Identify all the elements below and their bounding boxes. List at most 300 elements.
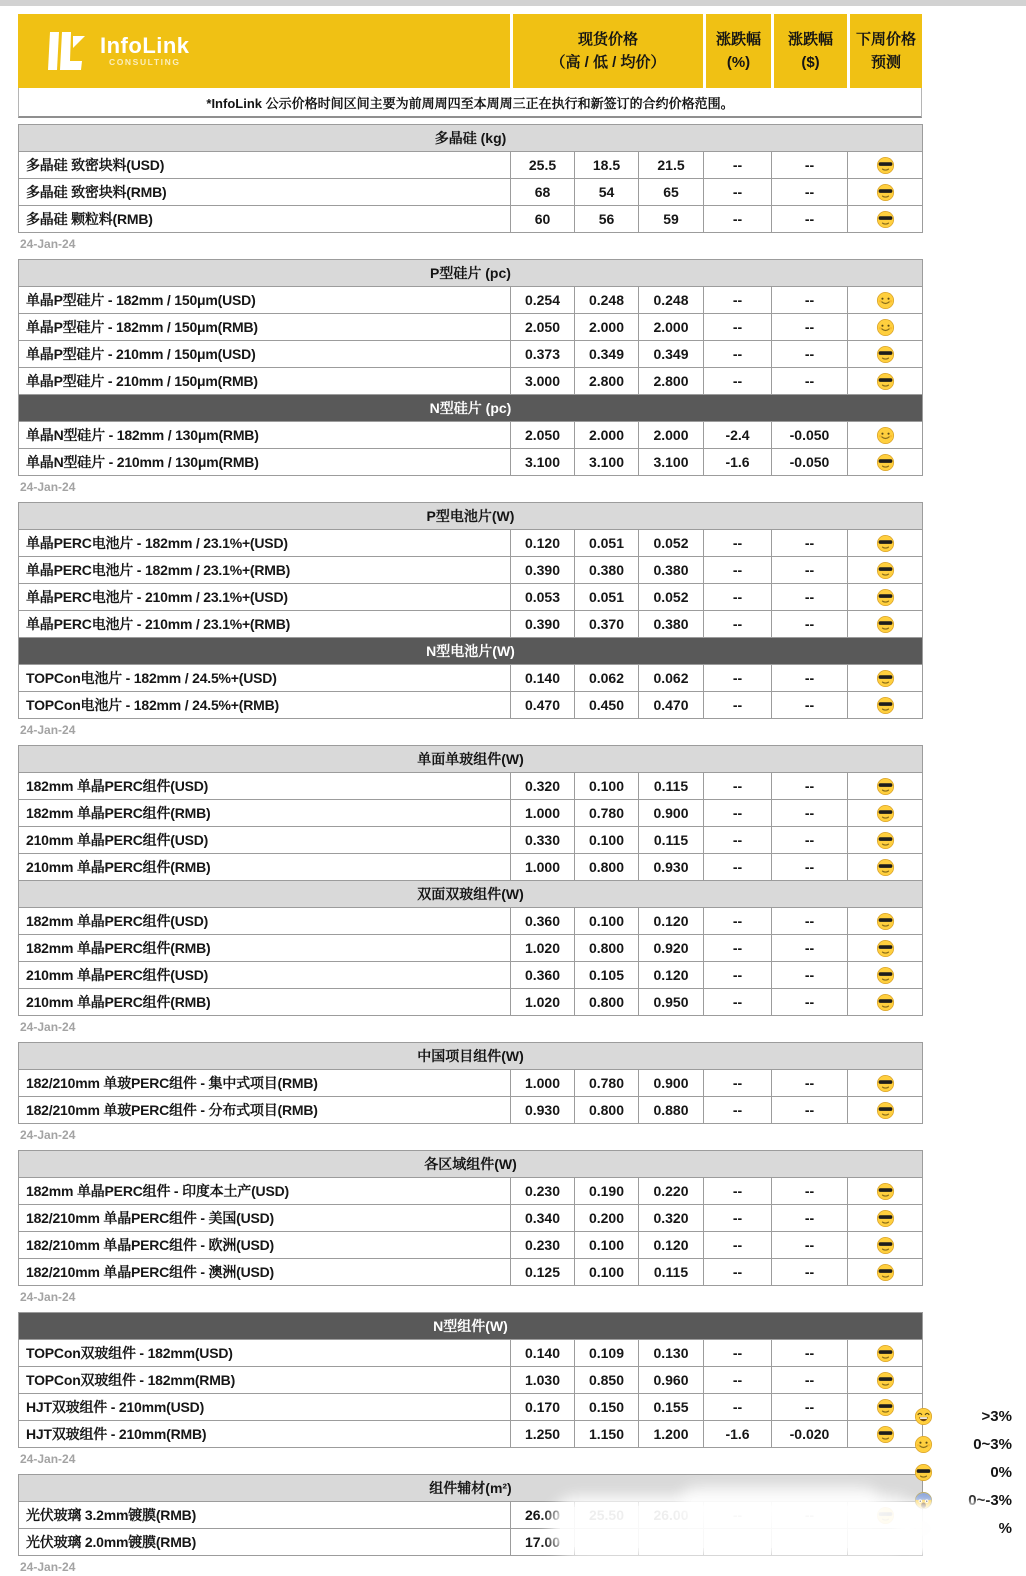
- table-row: [19, 179, 923, 206]
- smile-face-icon: [848, 422, 923, 449]
- sunglasses-face-icon: [848, 611, 923, 638]
- legend-item: [908, 1458, 1020, 1486]
- change-pct-cell: --: [704, 557, 772, 584]
- sunglasses-face-icon: [848, 665, 923, 692]
- price-high-cell: 3.100: [511, 449, 575, 476]
- change-pct-cell: --: [704, 1340, 772, 1367]
- product-label: 210mm 单晶PERC组件(USD): [19, 827, 511, 854]
- forecast-sub: 预测: [870, 54, 901, 71]
- price-high-cell: 0.170: [511, 1394, 575, 1421]
- legend-label: 0~-3%: [968, 1491, 1012, 1509]
- price-high-cell: 0.390: [511, 557, 575, 584]
- price-table: [18, 124, 923, 233]
- change-pct-cell: --: [704, 773, 772, 800]
- header-brand-cell: [18, 14, 510, 88]
- table-row: [19, 1205, 923, 1232]
- table-row: [19, 449, 923, 476]
- table-row: [19, 287, 923, 314]
- change-usd-cell: -0.050: [772, 422, 848, 449]
- price-low-cell: 0.105: [575, 962, 639, 989]
- sunglasses-face-icon: [848, 935, 923, 962]
- table-row: [19, 368, 923, 395]
- price-avg-cell: 0.052: [639, 530, 704, 557]
- table-row: [19, 962, 923, 989]
- change-pct-cell: --: [704, 530, 772, 557]
- sunglasses-face-icon: [848, 854, 923, 881]
- change-usd-cell: --: [772, 611, 848, 638]
- price-low-cell: 0.100: [575, 1232, 639, 1259]
- change-usd-cell: --: [772, 584, 848, 611]
- table-row: [19, 1394, 923, 1421]
- legend-item: [908, 1402, 1020, 1430]
- change-usd-cell: --: [772, 1070, 848, 1097]
- table-row: [19, 422, 923, 449]
- price-avg-cell: 0.115: [639, 1259, 704, 1286]
- price-high-cell: 0.360: [511, 962, 575, 989]
- change-pct-cell: -1.6: [704, 449, 772, 476]
- brand-name: InfoLink: [100, 33, 190, 59]
- top-strip: [0, 0, 1026, 6]
- smile-face-icon: [848, 314, 923, 341]
- table-row: [19, 1340, 923, 1367]
- change-pct-cell: --: [704, 611, 772, 638]
- change-pct-cell: --: [704, 1205, 772, 1232]
- table-header: [18, 14, 922, 88]
- product-label: 光伏玻璃 2.0mm镀膜(RMB): [19, 1529, 511, 1556]
- header-forecast: [847, 14, 922, 88]
- table-row: [19, 530, 923, 557]
- change-usd-cell: --: [772, 314, 848, 341]
- change-pct-cell: --: [704, 908, 772, 935]
- change-pct-cell: --: [704, 314, 772, 341]
- price-high-cell: 1.000: [511, 800, 575, 827]
- table-row: [19, 1232, 923, 1259]
- price-high-cell: 1.030: [511, 1367, 575, 1394]
- price-avg-cell: 0.120: [639, 1232, 704, 1259]
- price-group: [18, 1312, 922, 1468]
- sunglasses-face-icon: [848, 692, 923, 719]
- price-avg-cell: 0.320: [639, 1205, 704, 1232]
- product-label: 182mm 单晶PERC组件 - 印度本土产(USD): [19, 1178, 511, 1205]
- product-label: 182mm 单晶PERC组件(RMB): [19, 935, 511, 962]
- table-row: [19, 314, 923, 341]
- sunglasses-face-icon: [908, 1463, 938, 1482]
- price-low-cell: 0.450: [575, 692, 639, 719]
- change-pct-cell: --: [704, 1178, 772, 1205]
- price-low-cell: 0.200: [575, 1205, 639, 1232]
- change-pct-cell: --: [704, 800, 772, 827]
- price-group: [18, 259, 922, 496]
- price-low-cell: 0.100: [575, 773, 639, 800]
- price-low-cell: 18.5: [575, 152, 639, 179]
- change-pct-cell: -1.6: [704, 1421, 772, 1448]
- smudge-overlay: [905, 1510, 983, 1548]
- price-avg-cell: 0.930: [639, 854, 704, 881]
- product-label: 单晶PERC电池片 - 210mm / 23.1%+(USD): [19, 584, 511, 611]
- section-header: P型电池片(W): [19, 503, 923, 530]
- change-pct-cell: --: [704, 287, 772, 314]
- price-avg-cell: 0.120: [639, 962, 704, 989]
- table-row: [19, 152, 923, 179]
- price-table: [18, 745, 923, 1016]
- legend-label: %: [998, 1519, 1012, 1537]
- price-table: [18, 259, 923, 476]
- change-usd-cell: -0.020: [772, 1421, 848, 1448]
- price-high-cell: 1.000: [511, 1070, 575, 1097]
- product-label: 多晶硅 致密块料(RMB): [19, 179, 511, 206]
- price-avg-cell: 0.880: [639, 1097, 704, 1124]
- price-high-cell: 0.470: [511, 692, 575, 719]
- price-low-cell: 0.800: [575, 854, 639, 881]
- price-avg-cell: 0.470: [639, 692, 704, 719]
- sunglasses-face-icon: [848, 368, 923, 395]
- price-high-cell: 1.250: [511, 1421, 575, 1448]
- price-avg-cell: 0.120: [639, 908, 704, 935]
- table-row: [19, 692, 923, 719]
- price-high-cell: 0.254: [511, 287, 575, 314]
- price-table: [18, 502, 923, 719]
- table-row: [19, 1367, 923, 1394]
- price-high-cell: 0.330: [511, 827, 575, 854]
- change-pct-cell: --: [704, 368, 772, 395]
- price-avg-cell: 0.062: [639, 665, 704, 692]
- price-low-cell: 0.370: [575, 611, 639, 638]
- product-label: 210mm 单晶PERC组件(USD): [19, 962, 511, 989]
- price-avg-cell: 0.155: [639, 1394, 704, 1421]
- date-label: 24-Jan-24: [20, 237, 76, 251]
- change-usd-cell: --: [772, 665, 848, 692]
- price-avg-cell: 2.000: [639, 422, 704, 449]
- table-row: [19, 854, 923, 881]
- legend-label: 0~3%: [973, 1435, 1012, 1453]
- table-row: [19, 827, 923, 854]
- product-label: TOPCon电池片 - 182mm / 24.5%+(RMB): [19, 692, 511, 719]
- price-high-cell: 0.140: [511, 665, 575, 692]
- price-table: [18, 1150, 923, 1286]
- change-pct-cell: --: [704, 692, 772, 719]
- change-pct-unit: (%): [726, 54, 751, 71]
- table-row: [19, 800, 923, 827]
- change-pct-cell: --: [704, 854, 772, 881]
- section-header: 双面双玻组件(W): [19, 881, 923, 908]
- price-high-cell: 68: [511, 179, 575, 206]
- product-label: 单晶P型硅片 - 210mm / 150μm(RMB): [19, 368, 511, 395]
- change-pct-cell: --: [704, 584, 772, 611]
- product-label: 光伏玻璃 3.2mm镀膜(RMB): [19, 1502, 511, 1529]
- price-avg-cell: 0.115: [639, 827, 704, 854]
- change-pct-cell: --: [704, 1070, 772, 1097]
- product-label: 182mm 单晶PERC组件(USD): [19, 908, 511, 935]
- table-row: [19, 665, 923, 692]
- date-label: 24-Jan-24: [20, 1452, 76, 1466]
- price-low-cell: 3.100: [575, 449, 639, 476]
- brand-subtitle: CONSULTING: [108, 57, 181, 68]
- section-header: 中国项目组件(W): [19, 1043, 923, 1070]
- price-avg-cell: 0.248: [639, 287, 704, 314]
- date-label: 24-Jan-24: [20, 1560, 76, 1574]
- price-group: [18, 124, 922, 253]
- product-label: TOPCon双玻组件 - 182mm(USD): [19, 1340, 511, 1367]
- infolink-logo-icon: [44, 28, 90, 74]
- product-label: 单晶N型硅片 - 182mm / 130μm(RMB): [19, 422, 511, 449]
- price-high-cell: 0.125: [511, 1259, 575, 1286]
- price-avg-cell: 2.000: [639, 314, 704, 341]
- groups: [18, 124, 922, 1576]
- change-usd-cell: --: [772, 962, 848, 989]
- header-change-pct: [703, 14, 771, 88]
- sunglasses-face-icon: [848, 827, 923, 854]
- table-row: [19, 1421, 923, 1448]
- change-usd-cell: --: [772, 773, 848, 800]
- section-header: N型组件(W): [19, 1313, 923, 1340]
- product-label: 单晶PERC电池片 - 210mm / 23.1%+(RMB): [19, 611, 511, 638]
- price-low-cell: 2.000: [575, 422, 639, 449]
- product-label: 单晶N型硅片 - 210mm / 130μm(RMB): [19, 449, 511, 476]
- product-label: 单晶PERC电池片 - 182mm / 23.1%+(USD): [19, 530, 511, 557]
- change-usd-cell: --: [772, 1097, 848, 1124]
- price-avg-cell: 3.100: [639, 449, 704, 476]
- product-label: 182/210mm 单晶PERC组件 - 美国(USD): [19, 1205, 511, 1232]
- price-group: [18, 502, 922, 739]
- table-row: [19, 341, 923, 368]
- product-label: 单晶P型硅片 - 182mm / 150μm(RMB): [19, 314, 511, 341]
- change-usd-cell: --: [772, 1178, 848, 1205]
- change-usd-cell: --: [772, 1394, 848, 1421]
- price-low-cell: 0.800: [575, 989, 639, 1016]
- price-low-cell: 0.109: [575, 1340, 639, 1367]
- price-group: [18, 1042, 922, 1144]
- price-high-cell: 26.00: [511, 1502, 575, 1529]
- section-header: 单面单玻组件(W): [19, 746, 923, 773]
- product-label: 182/210mm 单玻PERC组件 - 分布式项目(RMB): [19, 1097, 511, 1124]
- scream-face-icon: [908, 1491, 938, 1510]
- change-usd-cell: --: [772, 1367, 848, 1394]
- product-label: 182/210mm 单玻PERC组件 - 集中式项目(RMB): [19, 1070, 511, 1097]
- change-usd-cell: --: [772, 530, 848, 557]
- price-high-cell: 0.120: [511, 530, 575, 557]
- product-label: TOPCon双玻组件 - 182mm(RMB): [19, 1367, 511, 1394]
- price-high-cell: 1.020: [511, 935, 575, 962]
- change-usd-title: 涨跌幅: [787, 30, 833, 48]
- sunglasses-face-icon: [848, 557, 923, 584]
- change-usd-cell: --: [772, 1232, 848, 1259]
- product-label: 182mm 单晶PERC组件(RMB): [19, 800, 511, 827]
- price-avg-cell: 0.130: [639, 1340, 704, 1367]
- change-usd-cell: --: [772, 800, 848, 827]
- header-change-usd: [771, 14, 847, 88]
- date-label: 24-Jan-24: [20, 1128, 76, 1142]
- spot-price-sub: （高 / 低 / 均价）: [550, 54, 666, 71]
- price-low-cell: 0.100: [575, 1259, 639, 1286]
- change-pct-cell: --: [704, 935, 772, 962]
- sunglasses-face-icon: [848, 1070, 923, 1097]
- price-low-cell: 2.000: [575, 314, 639, 341]
- price-high-cell: 0.340: [511, 1205, 575, 1232]
- change-pct-cell: --: [704, 1259, 772, 1286]
- change-usd-cell: --: [772, 1340, 848, 1367]
- price-note: *InfoLink 公示价格时间区间主要为前周周四至本周周三正在执行和新签订的合约价格范围。: [18, 88, 922, 118]
- change-usd-cell: --: [772, 827, 848, 854]
- change-pct-cell: --: [704, 1232, 772, 1259]
- change-pct-cell: --: [704, 827, 772, 854]
- price-low-cell: 0.190: [575, 1178, 639, 1205]
- change-usd-cell: --: [772, 935, 848, 962]
- price-high-cell: 1.000: [511, 854, 575, 881]
- product-label: 单晶P型硅片 - 182mm / 150μm(USD): [19, 287, 511, 314]
- price-high-cell: 0.140: [511, 1340, 575, 1367]
- table-row: [19, 773, 923, 800]
- change-usd-cell: -0.050: [772, 449, 848, 476]
- price-table: [18, 1042, 923, 1124]
- product-label: 182mm 单晶PERC组件(USD): [19, 773, 511, 800]
- section-header: 组件辅材(m²): [19, 1475, 923, 1502]
- change-pct-cell: --: [704, 341, 772, 368]
- product-label: 单晶P型硅片 - 210mm / 150μm(USD): [19, 341, 511, 368]
- price-avg-cell: 0.349: [639, 341, 704, 368]
- price-high-cell: 0.053: [511, 584, 575, 611]
- price-avg-cell: 0.960: [639, 1367, 704, 1394]
- price-low-cell: 0.780: [575, 1070, 639, 1097]
- price-avg-cell: 0.380: [639, 611, 704, 638]
- price-high-cell: 0.230: [511, 1178, 575, 1205]
- price-low-cell: 0.380: [575, 557, 639, 584]
- sunglasses-face-icon: [848, 1178, 923, 1205]
- sunglasses-face-icon: [848, 1205, 923, 1232]
- section-header: 各区域组件(W): [19, 1151, 923, 1178]
- table-row: [19, 584, 923, 611]
- legend-item: [908, 1430, 1020, 1458]
- change-usd-cell: --: [772, 206, 848, 233]
- price-avg-cell: 21.5: [639, 152, 704, 179]
- price-low-cell: 54: [575, 179, 639, 206]
- sunglasses-face-icon: [848, 989, 923, 1016]
- price-table: [18, 1312, 923, 1448]
- change-usd-cell: --: [772, 1205, 848, 1232]
- price-high-cell: 0.930: [511, 1097, 575, 1124]
- table-row: [19, 1178, 923, 1205]
- change-pct-cell: --: [704, 1367, 772, 1394]
- product-label: 多晶硅 颗粒料(RMB): [19, 206, 511, 233]
- sunglasses-face-icon: [848, 179, 923, 206]
- change-pct-cell: --: [704, 1097, 772, 1124]
- legend-label: 0%: [990, 1463, 1012, 1481]
- change-usd-cell: --: [772, 1259, 848, 1286]
- price-avg-cell: 0.052: [639, 584, 704, 611]
- sunglasses-face-icon: [848, 152, 923, 179]
- price-low-cell: 0.780: [575, 800, 639, 827]
- change-pct-cell: --: [704, 152, 772, 179]
- product-label: 210mm 单晶PERC组件(RMB): [19, 854, 511, 881]
- product-label: TOPCon电池片 - 182mm / 24.5%+(USD): [19, 665, 511, 692]
- product-label: 210mm 单晶PERC组件(RMB): [19, 989, 511, 1016]
- section-header: 多晶硅 (kg): [19, 125, 923, 152]
- change-usd-cell: --: [772, 341, 848, 368]
- change-usd-unit: ($): [801, 54, 820, 71]
- table-row: [19, 1097, 923, 1124]
- price-avg-cell: 0.920: [639, 935, 704, 962]
- brand: [18, 28, 190, 74]
- price-low-cell: 2.800: [575, 368, 639, 395]
- change-pct-cell: --: [704, 179, 772, 206]
- table-row: [19, 908, 923, 935]
- spot-price-title: 现货价格: [577, 30, 638, 48]
- sunglasses-face-icon: [848, 773, 923, 800]
- date-label: 24-Jan-24: [20, 1020, 76, 1034]
- smile-face-icon: [848, 287, 923, 314]
- sunglasses-face-icon: [848, 1367, 923, 1394]
- change-usd-cell: --: [772, 989, 848, 1016]
- price-avg-cell: 0.900: [639, 800, 704, 827]
- price-high-cell: 25.5: [511, 152, 575, 179]
- change-pct-cell: --: [704, 665, 772, 692]
- change-pct-title: 涨跌幅: [715, 30, 761, 48]
- price-low-cell: 0.248: [575, 287, 639, 314]
- table-row: [19, 935, 923, 962]
- price-low-cell: 56: [575, 206, 639, 233]
- change-pct-cell: --: [704, 989, 772, 1016]
- price-high-cell: 0.360: [511, 908, 575, 935]
- change-usd-cell: --: [772, 179, 848, 206]
- price-low-cell: 0.051: [575, 530, 639, 557]
- date-label: 24-Jan-24: [20, 480, 76, 494]
- sunglasses-face-icon: [848, 1340, 923, 1367]
- change-pct-cell: --: [704, 206, 772, 233]
- price-avg-cell: 2.800: [639, 368, 704, 395]
- sunglasses-face-icon: [848, 1259, 923, 1286]
- price-report: [18, 14, 922, 1576]
- sunglasses-face-icon: [848, 206, 923, 233]
- price-low-cell: 1.150: [575, 1421, 639, 1448]
- price-group: [18, 745, 922, 1036]
- product-label: 182/210mm 单晶PERC组件 - 澳洲(USD): [19, 1259, 511, 1286]
- product-label: 多晶硅 致密块料(USD): [19, 152, 511, 179]
- section-header: N型电池片(W): [19, 638, 923, 665]
- sunglasses-face-icon: [848, 341, 923, 368]
- price-avg-cell: 1.200: [639, 1421, 704, 1448]
- price-avg-cell: 59: [639, 206, 704, 233]
- sunglasses-face-icon: [848, 449, 923, 476]
- change-usd-cell: --: [772, 557, 848, 584]
- date-label: 24-Jan-24: [20, 1290, 76, 1304]
- change-pct-cell: --: [704, 1394, 772, 1421]
- price-high-cell: 2.050: [511, 314, 575, 341]
- price-avg-cell: 0.950: [639, 989, 704, 1016]
- price-high-cell: 0.373: [511, 341, 575, 368]
- sunglasses-face-icon: [848, 530, 923, 557]
- price-high-cell: 17.00: [511, 1529, 575, 1556]
- sunglasses-face-icon: [848, 962, 923, 989]
- sunglasses-face-icon: [848, 1097, 923, 1124]
- change-usd-cell: --: [772, 854, 848, 881]
- legend-label: >3%: [981, 1407, 1012, 1425]
- price-low-cell: 0.800: [575, 935, 639, 962]
- smile-face-icon: [908, 1435, 938, 1454]
- price-low-cell: 0.349: [575, 341, 639, 368]
- table-row: [19, 989, 923, 1016]
- price-avg-cell: 65: [639, 179, 704, 206]
- table-row: [19, 1259, 923, 1286]
- price-high-cell: 0.390: [511, 611, 575, 638]
- price-low-cell: 0.100: [575, 827, 639, 854]
- sunglasses-face-icon: [848, 908, 923, 935]
- change-pct-cell: --: [704, 962, 772, 989]
- price-low-cell: 0.051: [575, 584, 639, 611]
- price-group: [18, 1150, 922, 1306]
- product-label: HJT双玻组件 - 210mm(USD): [19, 1394, 511, 1421]
- smudge-overlay: [560, 1506, 910, 1548]
- price-high-cell: 3.000: [511, 368, 575, 395]
- price-high-cell: 0.230: [511, 1232, 575, 1259]
